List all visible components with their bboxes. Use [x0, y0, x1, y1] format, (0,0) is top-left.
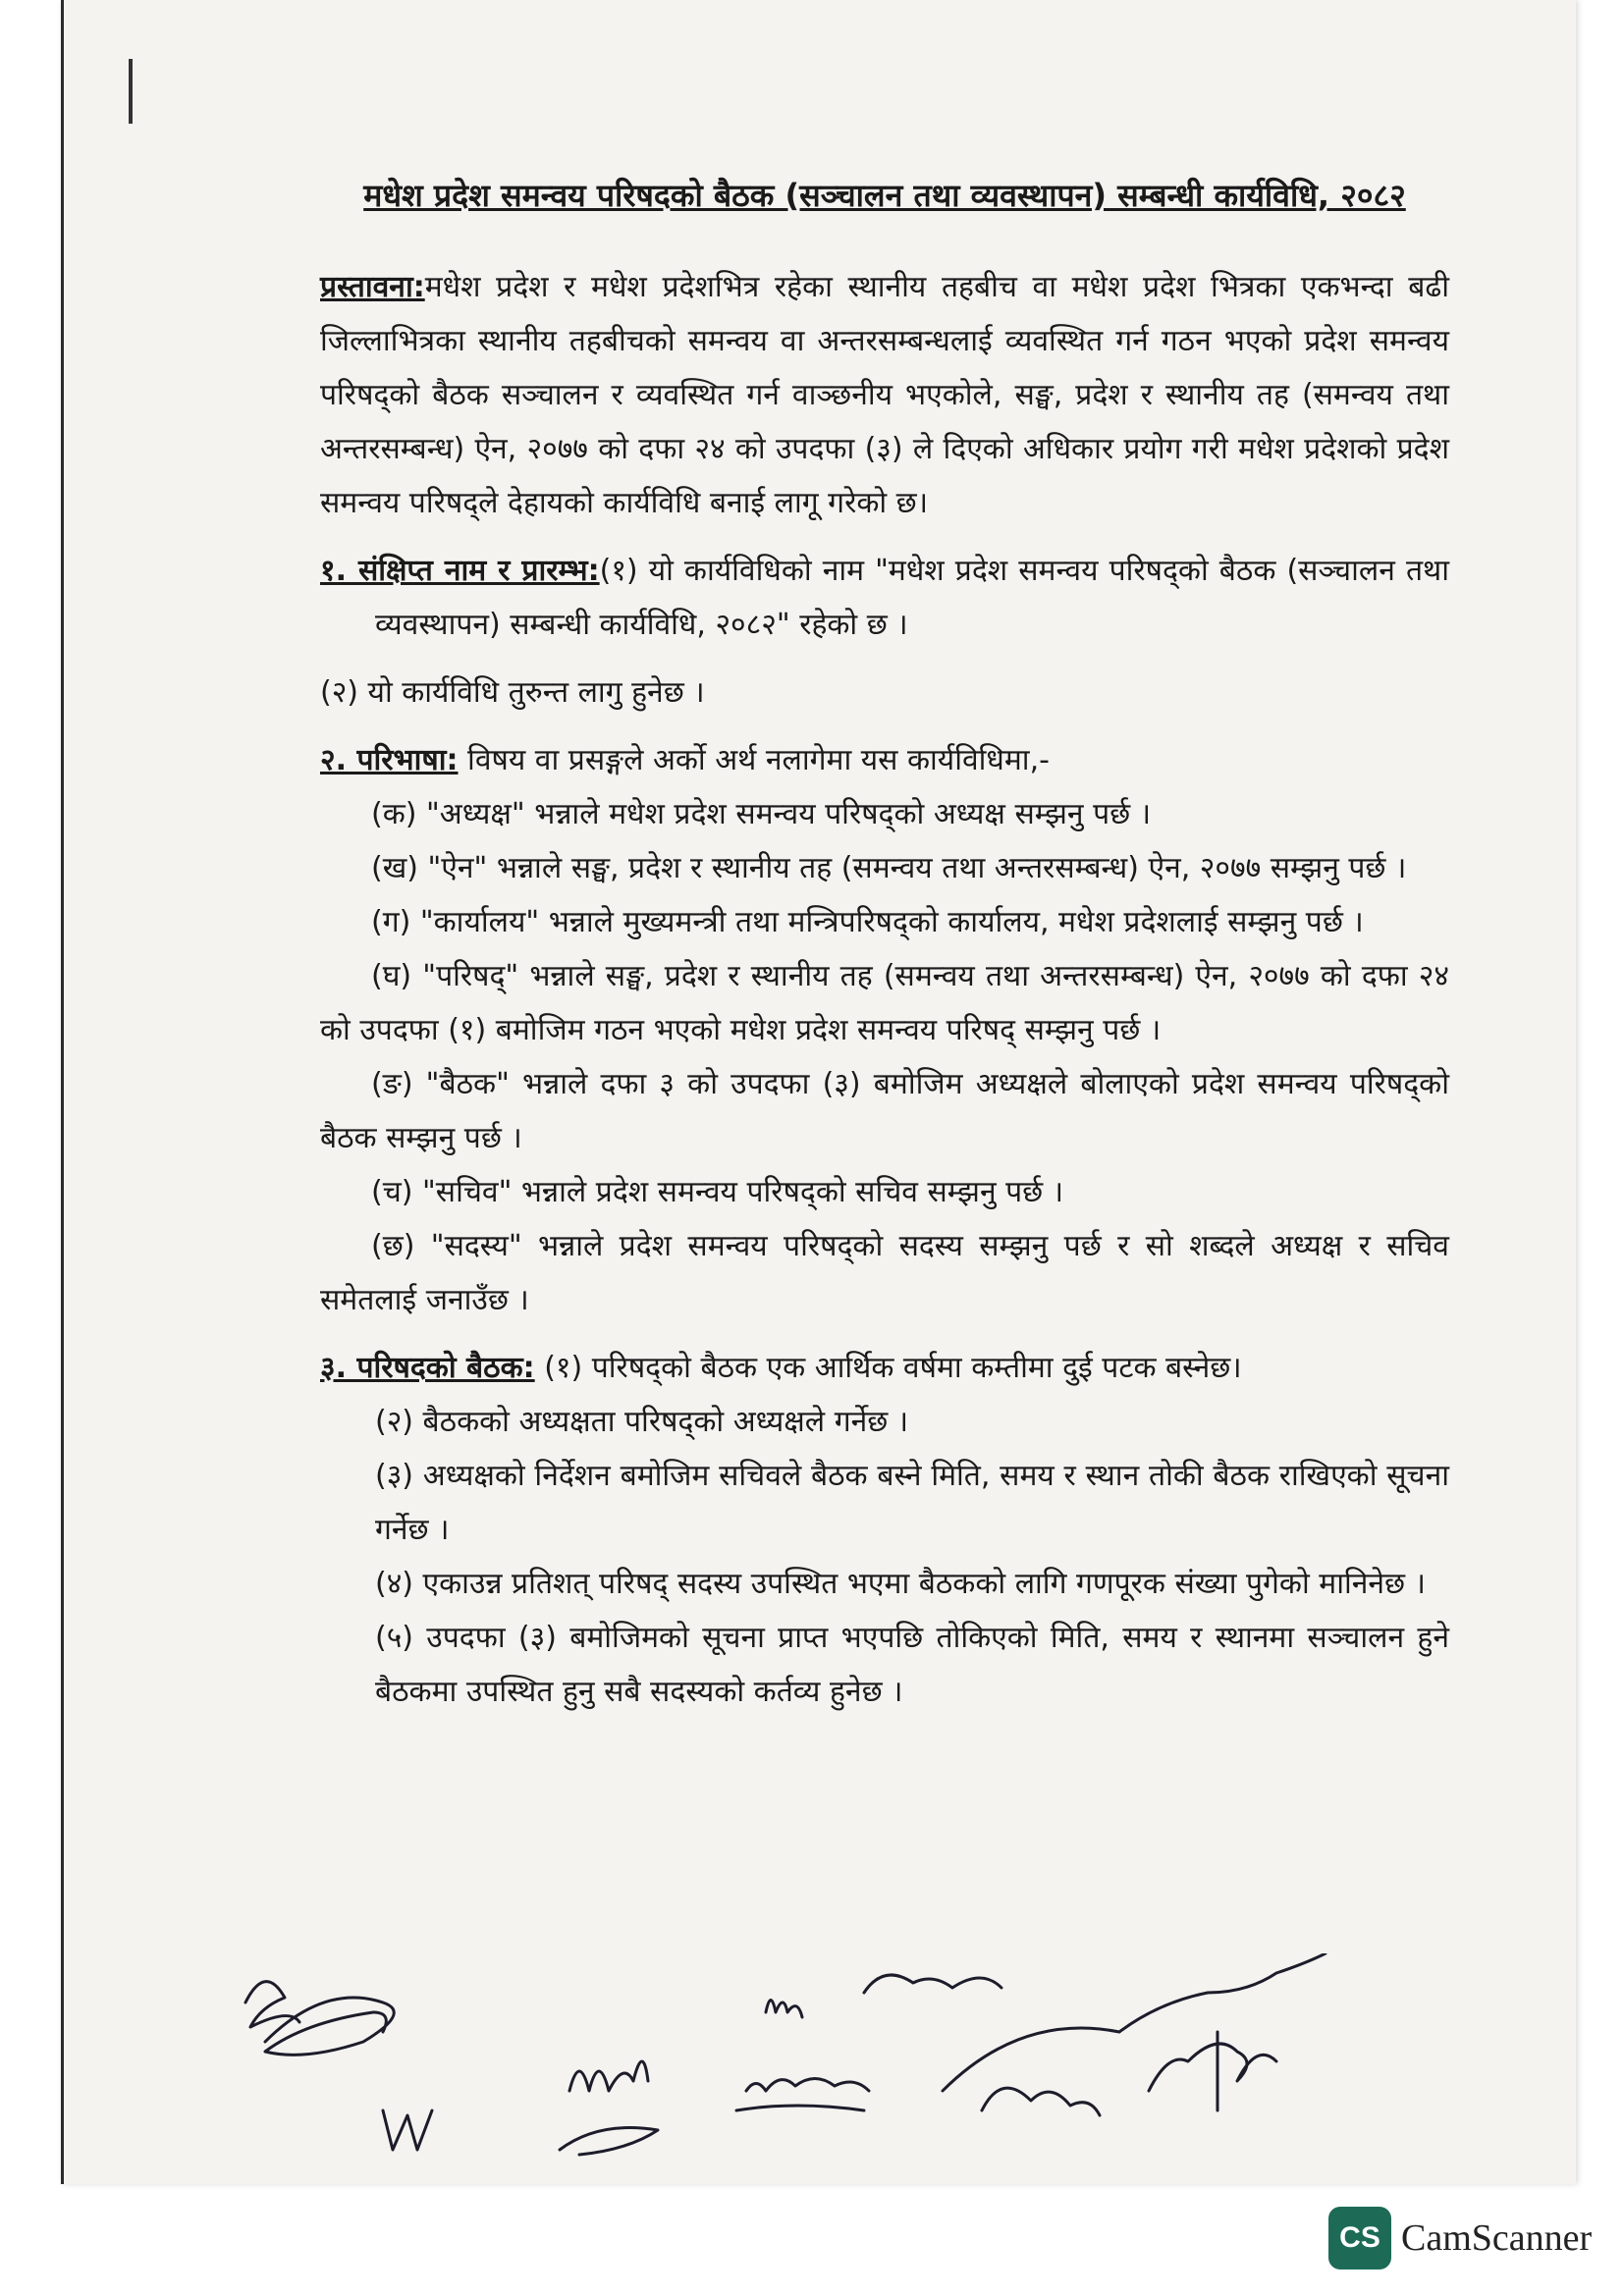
- definition-item: (ख) "ऐन" भन्नाले सङ्घ, प्रदेश र स्थानीय तह (समन्वय तथा अन्तरसम्बन्ध) ऐन, २०७७ सम्झनु पर्छ ।: [371, 851, 1407, 885]
- document-title: मधेश प्रदेश समन्वय परिषदको बैठक (सञ्चालन तथा व्यवस्थापन) सम्बन्धी कार्यविधि, २०८२: [363, 177, 1406, 214]
- section-2: [320, 733, 1449, 787]
- meeting-clause: (२) बैठकको अध्यक्षता परिषद्को अध्यक्षले गर्नेछ ।: [375, 1405, 909, 1439]
- camscanner-text: CamScanner: [1401, 2217, 1593, 2259]
- definition-item: (घ) "परिषद्" भन्नाले सङ्घ, प्रदेश र स्थानीय तह (समन्वय तथा अन्तरसम्बन्ध) ऐन, २०७७ को दफा २४ को उपदफा (१) बमोजिम गठन भएको मधेश प्रदेश समन्वय परिषद् सम्झनु पर्छ ।: [320, 959, 1449, 1047]
- signature-1: [245, 1982, 394, 2056]
- signature-6: [943, 1953, 1325, 2115]
- signature-7: [1149, 2032, 1276, 2110]
- definition-item: (क) "अध्यक्ष" भन्नाले मधेश प्रदेश समन्वय परिषद्को अध्यक्ष सम्झनु पर्छ ।: [371, 797, 1152, 831]
- meeting-clause: (४) एकाउन्न प्रतिशत् परिषद् सदस्य उपस्थित भएमा बैठकको लागि गणपूरक संख्या पुगेको मानिनेछ ।: [375, 1567, 1426, 1601]
- section-1-clause-1: [320, 544, 1449, 652]
- signature-2: [383, 2110, 432, 2150]
- definition-item: (ङ) "बैठक" भन्नाले दफा ३ को उपदफा (३) बमोजिम अध्यक्षले बोलाएको प्रदेश समन्वय परिषद्को बैठक सम्झनु पर्छ ।: [320, 1067, 1449, 1155]
- preamble: [320, 260, 1449, 530]
- document-body: [320, 169, 1449, 1719]
- signatures: [236, 1953, 1512, 2179]
- meeting-clause: (३) अध्यक्षको निर्देशन बमोजिम सचिवले बैठक बस्ने मिति, समय र स्थान तोकी बैठक राखिएको सूचना गर्नेछ ।: [375, 1459, 1449, 1547]
- preamble-text: मधेश प्रदेश र मधेश प्रदेशभित्र रहेका स्थानीय तहबीच वा मधेश प्रदेश भित्रका एकभन्दा बढी जिल्लाभित्रका स्थानीय तहबीचको समन्वय वा अन्तरसम्बन्धलाई व्यवस्थित गर्न गठन भएको प्रदेश समन्वय परिषद्को बैठक सञ्चालन र व्यवस्थित गर्न वाञ्छनीय भएकोले, सङ्घ, प्रदेश र स्थानीय तह (समन्वय तथा अन्तरसम्बन्ध) ऐन, २०७७ को दफा २४ को उपदफा (३) ले दिएको अधिकार प्रयोग गरी मधेश प्रदेशको प्रदेश समन्वय परिषद्ले देहायको कार्यविधि बनाई लागू गरेको छ।: [320, 270, 1449, 520]
- section-2-heading: २. परिभाषा:: [320, 743, 459, 777]
- camscanner-logo-icon: CS: [1328, 2207, 1391, 2269]
- section-2-intro: विषय वा प्रसङ्गले अर्को अर्थ नलागेमा यस कार्यविधिमा,-: [467, 743, 1050, 777]
- section-3-heading: ३. परिषदको बैठक:: [320, 1351, 535, 1385]
- section-1-clause-2: (२) यो कार्यविधि तुरुन्त लागु हुनेछ ।: [320, 675, 705, 710]
- section-3: [320, 1341, 1449, 1395]
- margin-mark: [129, 59, 133, 124]
- signature-5: [864, 1975, 1001, 1993]
- definition-item: (ग) "कार्यालय" भन्नाले मुख्यमन्त्री तथा मन्त्रिपरिषद्को कार्यालय, मधेश प्रदेशलाई सम्झनु पर्छ ।: [371, 905, 1364, 939]
- signature-3: [560, 2061, 658, 2155]
- section-1-clause-1-text: (१) यो कार्यविधिको नाम "मधेश प्रदेश समन्वय परिषद्को बैठक (सञ्चालन तथा व्यवस्थापन) सम्बन्धी कार्यविधि, २०८२" रहेको छ ।: [375, 554, 1449, 642]
- camscanner-badge: [1328, 2207, 1592, 2269]
- signature-4: [736, 2001, 869, 2111]
- section-1-heading: १. संक्षिप्त नाम र प्रारम्भ:: [320, 554, 600, 588]
- definition-item: (छ) "सदस्य" भन्नाले प्रदेश समन्वय परिषद्को सदस्य सम्झनु पर्छ र सो शब्दले अध्यक्ष र सचिव समेतलाई जनाउँछ ।: [320, 1229, 1449, 1317]
- definition-item: (च) "सचिव" भन्नाले प्रदेश समन्वय परिषद्को सचिव सम्झनु पर्छ ।: [371, 1175, 1064, 1209]
- meeting-clause: (५) उपदफा (३) बमोजिमको सूचना प्राप्त भएपछि तोकिएको मिति, समय र स्थानमा सञ्चालन हुने बैठकमा उपस्थित हुनु सबै सदस्यको कर्तव्य हुनेछ ।: [375, 1621, 1449, 1709]
- preamble-label: प्रस्तावना:: [320, 270, 425, 304]
- section-3-clause-1: (१) परिषद्को बैठक एक आर्थिक वर्षमा कम्तीमा दुई पटक बस्नेछ।: [544, 1351, 1242, 1385]
